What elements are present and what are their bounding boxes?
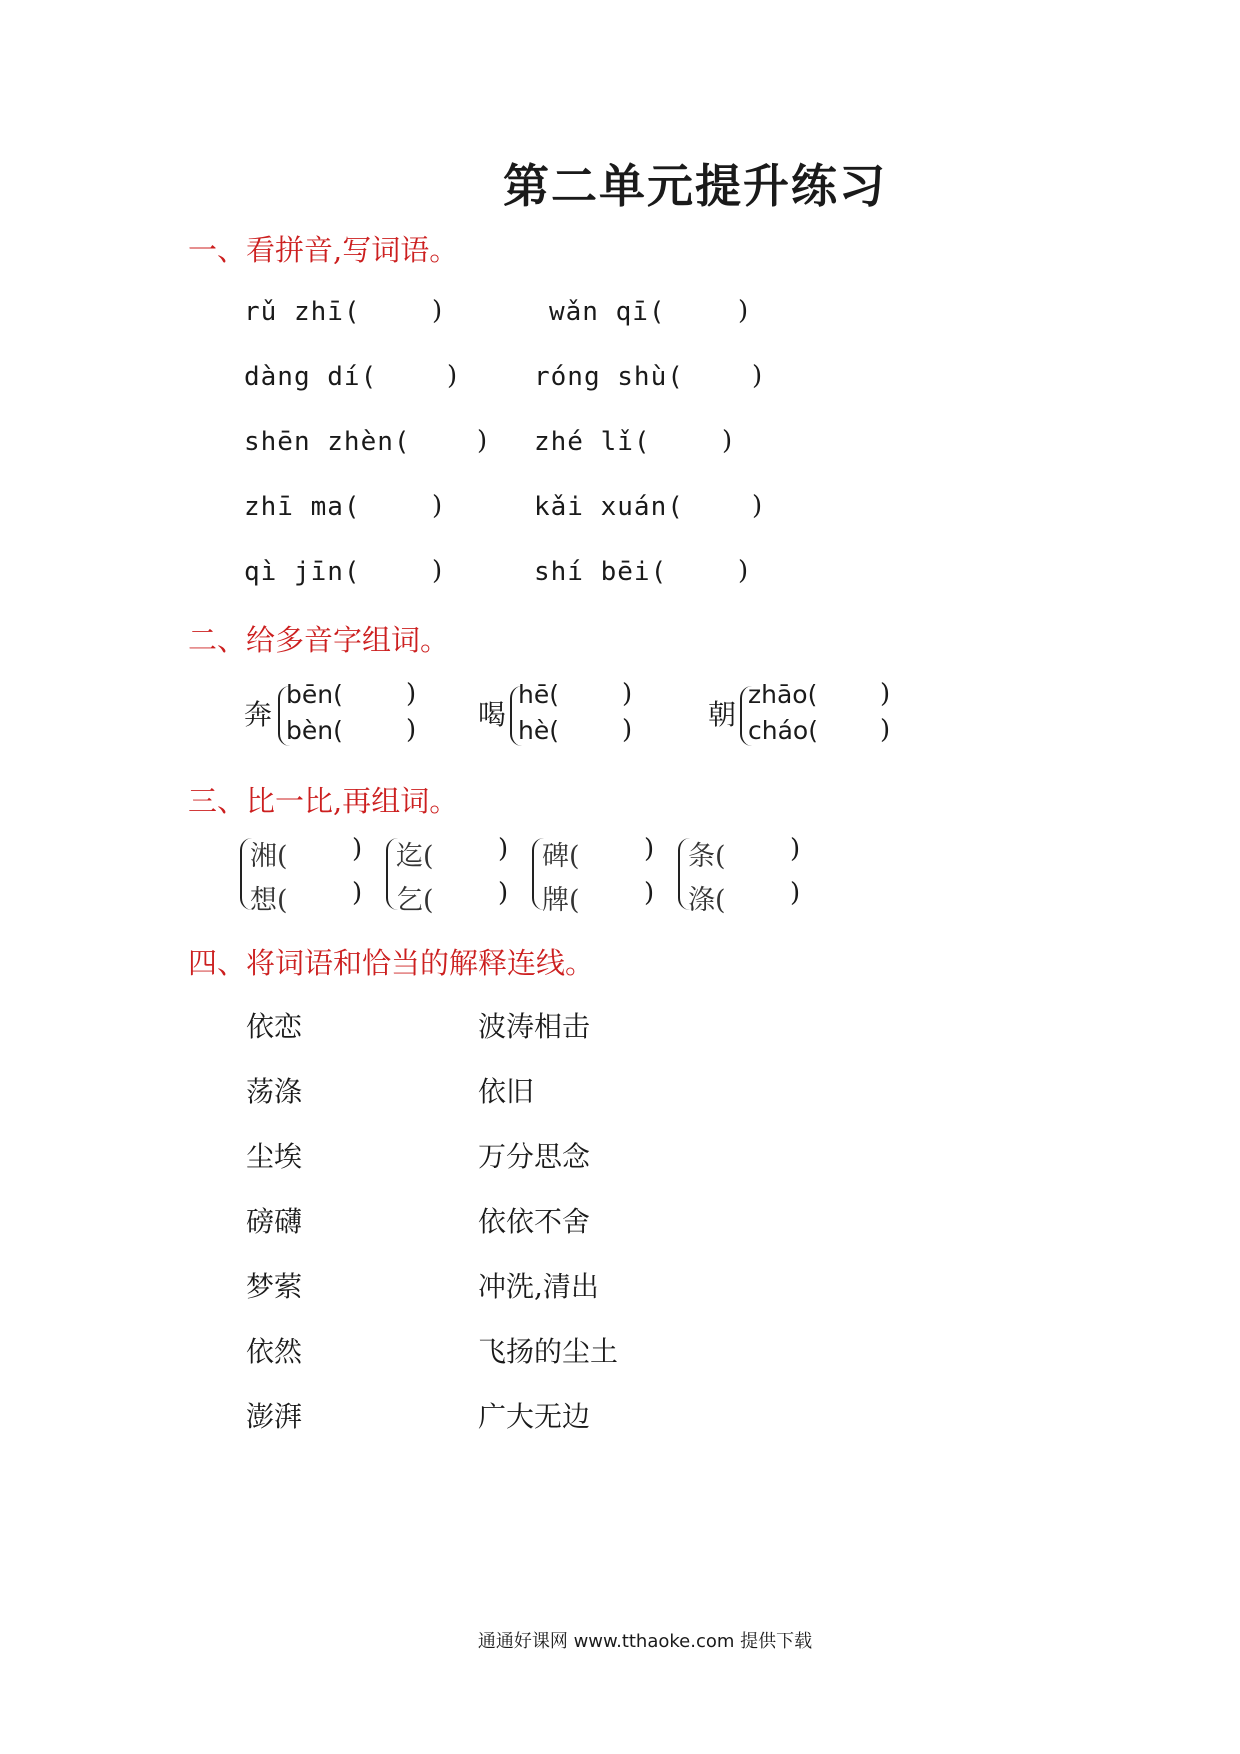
compare-char: 湘(	[250, 841, 288, 872]
answer-blank[interactable]: )	[498, 834, 509, 864]
answer-blank[interactable]: )	[738, 556, 749, 586]
pinyin-item: qì jīn(	[244, 557, 361, 587]
answer-blank[interactable]: )	[352, 834, 363, 864]
answer-blank[interactable]: )	[722, 426, 733, 456]
answer-blank[interactable]: )	[790, 878, 801, 908]
answer-blank[interactable]: )	[432, 296, 443, 326]
pinyin-item: dàng dí(	[244, 362, 378, 392]
answer-blank[interactable]: )	[622, 715, 633, 745]
section-2-heading: 二、给多音字组词。	[188, 623, 450, 657]
match-meaning[interactable]: 万分思念	[478, 1140, 591, 1173]
answer-blank[interactable]: )	[406, 715, 417, 745]
answer-blank[interactable]: )	[644, 878, 655, 908]
section-4-heading: 四、将词语和恰当的解释连线。	[188, 946, 595, 980]
answer-blank[interactable]: )	[447, 361, 458, 391]
match-word[interactable]: 澎湃	[246, 1400, 303, 1433]
answer-blank[interactable]: )	[738, 296, 749, 326]
match-meaning[interactable]: 飞扬的尘土	[478, 1335, 619, 1368]
footer-credit: 通通好课网 www.tthaoke.com 提供下载	[477, 1631, 813, 1652]
compare-char: 想(	[250, 885, 288, 916]
polyphone-pinyin: zhāo(	[748, 680, 818, 709]
pinyin-item: shí bēi(	[534, 557, 668, 587]
match-meaning[interactable]: 依旧	[478, 1075, 535, 1108]
polyphone-pinyin: bèn(	[286, 716, 343, 745]
match-word[interactable]: 尘埃	[246, 1140, 303, 1173]
match-word[interactable]: 磅礴	[246, 1205, 303, 1238]
polyphone-char: 朝	[708, 698, 737, 731]
polyphone-char: 喝	[478, 698, 507, 731]
match-word[interactable]: 依然	[246, 1335, 303, 1368]
match-word[interactable]: 依恋	[246, 1010, 303, 1043]
answer-blank[interactable]: )	[644, 834, 655, 864]
match-meaning[interactable]: 冲洗,清出	[478, 1270, 599, 1303]
page-title: 第二单元提升练习	[503, 159, 887, 213]
answer-blank[interactable]: )	[752, 361, 763, 391]
answer-blank[interactable]: )	[477, 426, 488, 456]
section-1-heading: 一、看拼音,写词语。	[188, 233, 459, 267]
polyphone-pinyin: bēn(	[286, 680, 343, 709]
compare-char: 乞(	[396, 885, 434, 916]
compare-char: 碑(	[542, 841, 580, 872]
section-3-heading: 三、比一比,再组词。	[188, 784, 459, 818]
answer-blank[interactable]: )	[622, 679, 633, 709]
compare-char: 牌(	[542, 885, 580, 916]
match-word[interactable]: 荡涤	[246, 1075, 303, 1108]
compare-char: 涤(	[688, 885, 726, 916]
pinyin-item: zhé lǐ(	[534, 427, 651, 457]
answer-blank[interactable]: )	[432, 491, 443, 521]
match-word[interactable]: 梦萦	[246, 1270, 303, 1303]
pinyin-item: shēn zhèn(	[244, 427, 411, 457]
answer-blank[interactable]: )	[880, 679, 891, 709]
pinyin-item: zhī ma(	[244, 492, 361, 522]
match-meaning[interactable]: 波涛相击	[478, 1010, 591, 1043]
answer-blank[interactable]: )	[752, 491, 763, 521]
compare-char: 条(	[688, 841, 726, 872]
answer-blank[interactable]: )	[352, 878, 363, 908]
match-meaning[interactable]: 依依不舍	[478, 1205, 591, 1238]
pinyin-item: kǎi xuán(	[534, 492, 684, 522]
polyphone-char: 奔	[244, 698, 273, 731]
answer-blank[interactable]: )	[498, 878, 509, 908]
polyphone-pinyin: cháo(	[748, 716, 818, 745]
polyphone-pinyin: hē(	[518, 680, 559, 709]
pinyin-item: róng shù(	[534, 362, 684, 392]
answer-blank[interactable]: )	[432, 556, 443, 586]
compare-char: 迄(	[396, 841, 434, 872]
answer-blank[interactable]: )	[790, 834, 801, 864]
pinyin-item: rǔ zhī(	[244, 297, 361, 327]
pinyin-item: wǎn qī(	[549, 297, 666, 327]
answer-blank[interactable]: )	[406, 679, 417, 709]
polyphone-pinyin: hè(	[518, 716, 559, 745]
answer-blank[interactable]: )	[880, 715, 891, 745]
match-meaning[interactable]: 广大无边	[478, 1400, 591, 1433]
